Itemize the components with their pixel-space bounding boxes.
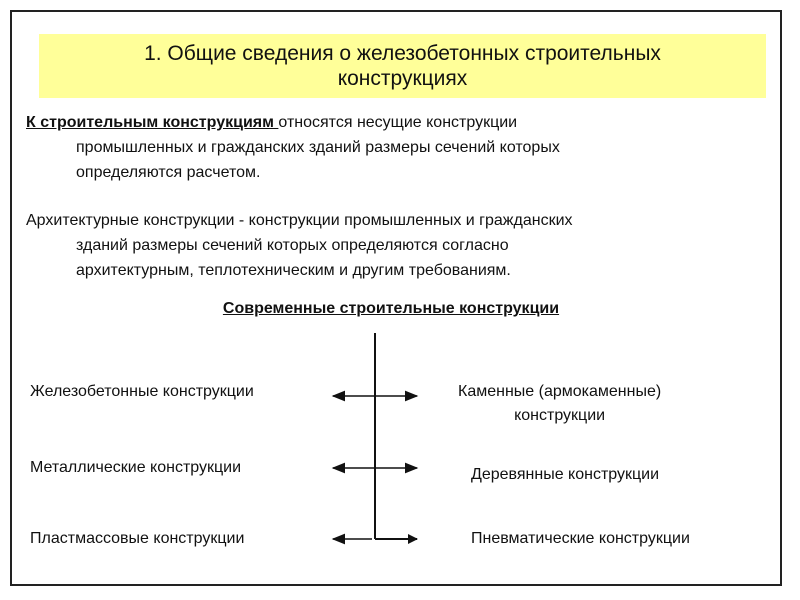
right-item-masonry bbox=[458, 380, 661, 428]
definition-line-3: определяются расчетом. bbox=[76, 164, 261, 181]
definition2-line-1: Архитектурные конструкции - конструкции промышленных и гражданских bbox=[26, 212, 573, 229]
definition-term: К строительным конструкциям bbox=[26, 114, 279, 131]
arrow-row-3-head bbox=[408, 534, 418, 544]
right-item-pneumatic: Пневматические конструкции bbox=[471, 530, 690, 547]
left-item-plastic: Пластмассовые конструкции bbox=[30, 530, 245, 547]
left-item-reinforced-concrete: Железобетонные конструкции bbox=[30, 383, 254, 400]
right-item-wood: Деревянные конструкции bbox=[471, 466, 660, 483]
definition-text: относятся несущие конструкции bbox=[278, 114, 518, 131]
right-item-masonry-line-1: Каменные (армокаменные) bbox=[458, 383, 662, 400]
right-item-masonry-line-2: конструкции bbox=[514, 407, 606, 424]
slide-title: 1. Общие сведения о железобетонных строительных конструкциях bbox=[144, 42, 661, 90]
definition2-line-2: зданий размеры сечений которых определяются согласно bbox=[76, 237, 509, 254]
definition2-line-3: архитектурным, теплотехническим и другим требованиям. bbox=[76, 262, 511, 279]
definition-line-2: промышленных и гражданских зданий размеры сечений которых bbox=[76, 139, 560, 156]
diagram-heading: Современные строительные конструкции bbox=[222, 300, 560, 317]
left-item-metal: Металлические конструкции bbox=[30, 459, 242, 476]
